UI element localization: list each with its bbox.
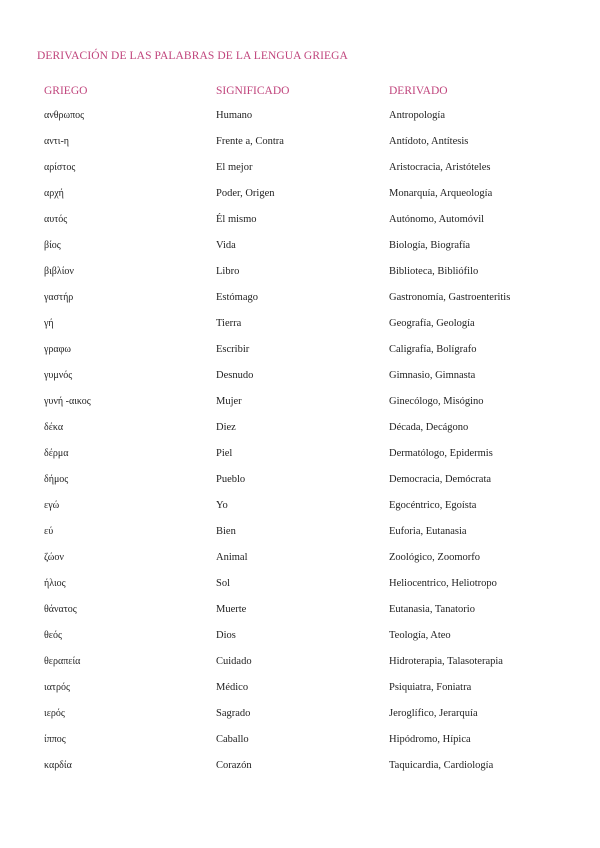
table-row [0,105,600,131]
greek-word-cell: γαστήρ [44,292,74,303]
greek-word-cell: θάνατος [44,604,77,615]
greek-word-cell: ζώον [44,552,64,563]
meaning-cell: Desnudo [216,370,254,381]
meaning-cell: Dios [216,630,236,641]
derived-words-cell: Gimnasio, Gimnasta [389,370,476,381]
derived-words-cell: Biblioteca, Bibliófilo [389,266,479,277]
meaning-cell: Médico [216,682,249,693]
greek-word-cell: ιατρός [44,682,70,693]
table-row [0,287,600,313]
greek-word-cell: βίος [44,240,61,251]
derived-words-cell: Teología, Ateo [389,630,451,641]
greek-word-cell: εύ [44,526,54,537]
table-row [0,261,600,287]
table-row [0,443,600,469]
meaning-cell: Sol [216,578,231,589]
meaning-cell: Piel [216,448,233,459]
meaning-cell: Él mismo [216,214,257,225]
table-row [0,599,600,625]
derived-words-cell: Democracia, Demócrata [389,474,492,485]
table-row [0,547,600,573]
greek-word-cell: θεός [44,630,62,641]
meaning-cell: Mujer [216,396,242,407]
greek-word-cell: αρίστος [44,162,76,173]
greek-word-cell: ιερός [44,708,65,719]
greek-word-cell: αρχή [44,188,64,199]
greek-word-cell: δέκα [44,422,64,433]
derived-words-cell: Jeroglífico, Jerarquía [389,708,478,719]
table-row [0,469,600,495]
table-row [0,417,600,443]
table-row [0,573,600,599]
derived-words-cell: Biología, Biografía [389,240,471,251]
meaning-cell: Frente a, Contra [216,136,284,147]
table-row [0,183,600,209]
table-row [0,521,600,547]
greek-word-cell: γυνή -αικος [44,396,91,407]
table-row [0,365,600,391]
table-row [0,703,600,729]
table-row [0,755,600,781]
column-header-meaning: SIGNIFICADO [216,85,290,97]
table-row [0,209,600,235]
greek-word-cell: δήμος [44,474,69,485]
table-row [0,339,600,365]
greek-word-cell: ήλιος [44,578,66,589]
meaning-cell: Escribir [216,344,250,355]
meaning-cell: Vida [216,240,236,251]
table-row [0,235,600,261]
table-row [0,391,600,417]
meaning-cell: Humano [216,110,253,121]
meaning-cell: Animal [216,552,248,563]
table-row [0,651,600,677]
derived-words-cell: Caligrafía, Bolígrafo [389,344,477,355]
derived-words-cell: Euforia, Eutanasia [389,526,467,537]
table-row [0,157,600,183]
meaning-cell: Sagrado [216,708,251,719]
greek-word-cell: καρδία [44,760,72,771]
table-row [0,313,600,339]
meaning-cell: Bien [216,526,236,537]
derived-words-cell: Dermatólogo, Epidermis [389,448,493,459]
derived-words-cell: Hipódromo, Hípica [389,734,471,745]
greek-word-cell: βιβλίον [44,266,74,277]
derived-words-cell: Autónomo, Automóvil [389,214,485,225]
greek-word-cell: γραφω [44,344,72,355]
meaning-cell: Caballo [216,734,249,745]
derived-words-cell: Hidroterapia, Talasoterapia [389,656,503,667]
greek-word-cell: γυμνός [44,370,73,381]
derived-words-cell: Antropología [389,110,445,121]
table-row [0,495,600,521]
greek-word-cell: θεραπεία [44,656,81,667]
derived-words-cell: Eutanasia, Tanatorio [389,604,475,615]
greek-word-cell: δέρμα [44,448,69,459]
column-header-derived: DERIVADO [389,85,448,97]
derived-words-cell: Aristocracia, Aristóteles [389,162,491,173]
derived-words-cell: Heliocentrico, Heliotropo [389,578,497,589]
derived-words-cell: Ginecólogo, Misógino [389,396,484,407]
greek-word-cell: αυτός [44,214,68,225]
meaning-cell: Diez [216,422,236,433]
greek-word-cell: γή [44,318,54,329]
derived-words-cell: Taquicardia, Cardiología [389,760,494,771]
meaning-cell: Pueblo [216,474,246,485]
derived-words-cell: Geografía, Geología [389,318,475,329]
table-row [0,625,600,651]
word-table [0,105,600,781]
table-row [0,729,600,755]
greek-word-cell: ανθρωπος [44,110,85,121]
meaning-cell: Corazón [216,760,252,771]
derived-words-cell: Zoológico, Zoomorfo [389,552,480,563]
meaning-cell: Cuidado [216,656,252,667]
meaning-cell: Yo [216,500,228,511]
derived-words-cell: Década, Decágono [389,422,469,433]
greek-word-cell: αντι-η [44,136,70,147]
meaning-cell: El mejor [216,162,253,173]
greek-word-cell: ίππος [44,734,66,745]
meaning-cell: Libro [216,266,240,277]
meaning-cell: Muerte [216,604,247,615]
document-title: DERIVACIÓN DE LAS PALABRAS DE LA LENGUA GRIEGA [37,50,348,62]
derived-words-cell: Gastronomía, Gastroenteritis [389,292,511,303]
derived-words-cell: Monarquía, Arqueología [389,188,493,199]
meaning-cell: Estómago [216,292,258,303]
table-row [0,131,600,157]
derived-words-cell: Egocéntrico, Egoísta [389,500,477,511]
meaning-cell: Poder, Origen [216,188,275,199]
column-header-greek: GRIEGO [44,85,88,97]
derived-words-cell: Psiquiatra, Foniatra [389,682,472,693]
meaning-cell: Tierra [216,318,242,329]
derived-words-cell: Antídoto, Antítesis [389,136,469,147]
greek-word-cell: εγώ [44,500,60,511]
table-row [0,677,600,703]
